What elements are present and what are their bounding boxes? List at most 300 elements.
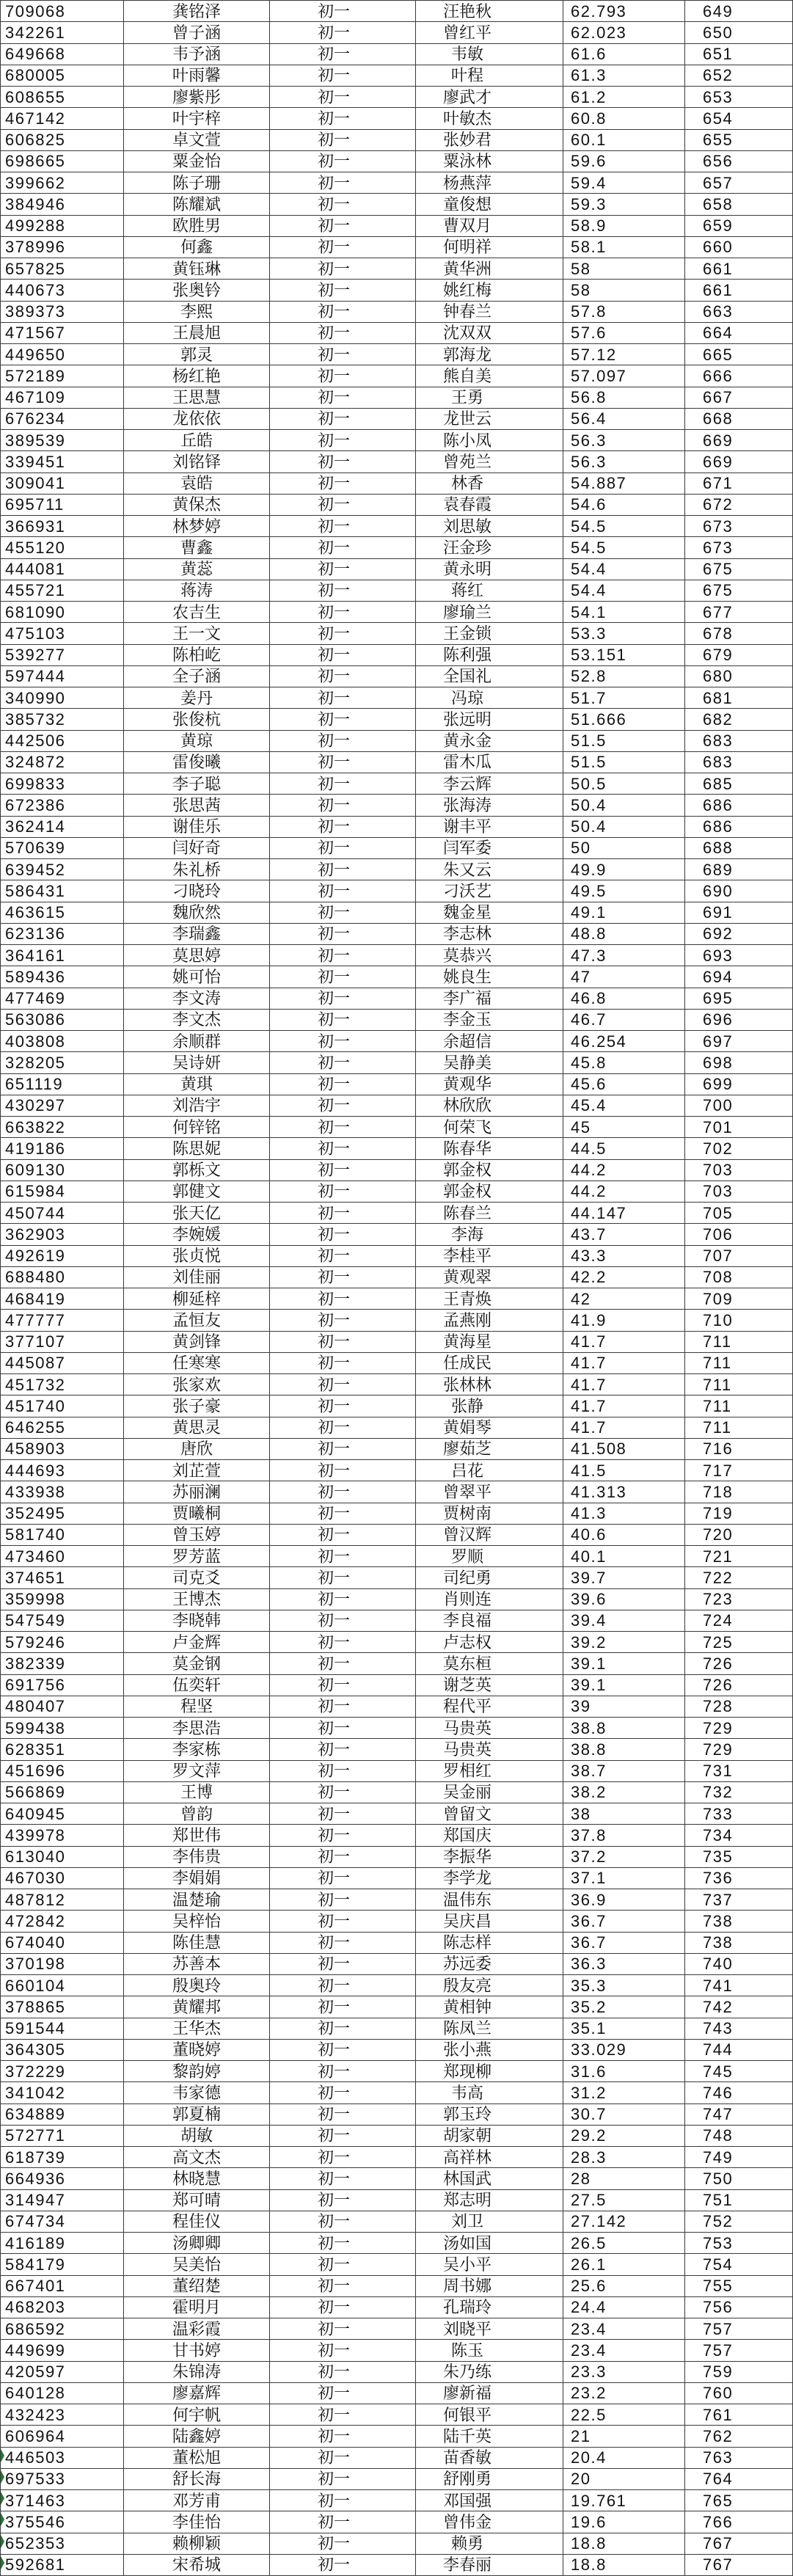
- student-id-cell-text: 699833: [5, 774, 66, 793]
- student-id-cell: [1, 2468, 124, 2489]
- score-cell-text: 41.7: [571, 1375, 607, 1394]
- student-name-cell-text: 廖紫彤: [172, 87, 221, 106]
- student-name-cell: [124, 795, 270, 816]
- student-id-cell-text: 581740: [5, 1525, 66, 1544]
- student-name-cell-text: 袁皓: [180, 474, 213, 493]
- score-cell-text: 59.6: [571, 152, 607, 171]
- score-cell-text: 54.5: [571, 538, 607, 557]
- grade-cell-text: 初一: [317, 1847, 350, 1867]
- grade-cell-text: 初一: [317, 1161, 350, 1180]
- guardian-name-cell-text: 曾汉辉: [442, 1525, 491, 1544]
- guardian-name-cell: [416, 1846, 563, 1867]
- student-id-cell: [1, 2189, 124, 2211]
- rank-cell-text: 757: [703, 2319, 734, 2338]
- rank-cell-text: 738: [703, 1933, 734, 1952]
- table-row: [1, 2082, 793, 2104]
- rank-cell-text: 735: [703, 1847, 734, 1867]
- student-name-cell: [124, 472, 270, 494]
- student-name-cell: [124, 1352, 270, 1373]
- score-cell-text: 20: [571, 2470, 591, 2489]
- guardian-name-cell: [416, 494, 563, 515]
- student-name-cell: [124, 280, 270, 301]
- student-name-cell-text: 赖柳颖: [172, 2534, 221, 2553]
- guardian-name-cell-text: 罗相红: [442, 1762, 491, 1781]
- guardian-name-cell: [416, 1889, 563, 1911]
- guardian-name-cell: [416, 2318, 563, 2340]
- rank-cell-text: 701: [703, 1117, 734, 1136]
- guardian-name-cell-text: 何银平: [442, 2405, 491, 2424]
- grade-cell-text: 初一: [317, 2126, 350, 2145]
- table-row: [1, 1588, 793, 1610]
- guardian-name-cell: [416, 2147, 563, 2168]
- student-name-cell: [124, 837, 270, 858]
- score-cell-text: 20.4: [571, 2448, 607, 2467]
- guardian-name-cell: [416, 902, 563, 923]
- grade-cell: [270, 1588, 416, 1610]
- grade-cell: [270, 1438, 416, 1459]
- student-name-cell: [124, 2296, 270, 2318]
- table-row: [1, 1073, 793, 1095]
- student-id-cell: [1, 1588, 124, 1610]
- student-id-cell-text: 473460: [5, 1547, 66, 1566]
- student-id-cell: [1, 2147, 124, 2168]
- grade-cell: [270, 1073, 416, 1095]
- guardian-name-cell: [416, 301, 563, 322]
- student-name-cell-text: 李思浩: [172, 1718, 221, 1737]
- grade-cell: [270, 430, 416, 451]
- student-id-cell: [1, 365, 124, 387]
- grade-cell: [270, 1996, 416, 2018]
- score-cell-text: 59.3: [571, 194, 607, 214]
- student-id-cell-text: 606825: [5, 131, 66, 150]
- grade-cell-text: 初一: [317, 1482, 350, 1501]
- score-cell: [563, 966, 685, 988]
- rank-cell: [685, 1718, 793, 1739]
- rank-cell: [685, 87, 793, 108]
- guardian-name-cell: [416, 194, 563, 215]
- grade-cell-text: 初一: [317, 624, 350, 643]
- rank-cell: [685, 172, 793, 194]
- guardian-name-cell-text: 吕花: [450, 1461, 483, 1480]
- score-cell-text: 37.8: [571, 1825, 607, 1845]
- rank-cell: [685, 2447, 793, 2468]
- table-row: [1, 923, 793, 944]
- guardian-name-cell-text: 林欣欣: [442, 1096, 491, 1115]
- guardian-name-cell: [416, 1803, 563, 1825]
- student-name-cell-text: 孟恒友: [172, 1310, 221, 1329]
- student-name-cell-text: 李文涛: [172, 989, 221, 1008]
- student-name-cell: [124, 408, 270, 429]
- rank-cell-text: 745: [703, 2062, 734, 2081]
- guardian-name-cell: [416, 1825, 563, 1846]
- score-cell: [563, 1417, 685, 1438]
- rank-cell-text: 709: [703, 1289, 734, 1308]
- student-name-cell-text: 郑可晴: [172, 2191, 221, 2210]
- guardian-name-cell-text: 钟春兰: [442, 302, 491, 321]
- guardian-name-cell-text: 陈小凤: [442, 431, 491, 450]
- student-id-cell: [1, 1224, 124, 1245]
- table-row: [1, 1224, 793, 1245]
- student-name-cell: [124, 2233, 270, 2254]
- student-id-cell: [1, 87, 124, 108]
- guardian-name-cell-text: 姚良生: [442, 967, 491, 986]
- student-name-cell: [124, 1567, 270, 1588]
- score-cell-text: 42: [571, 1289, 591, 1308]
- student-id-cell: [1, 1245, 124, 1266]
- rank-cell: [685, 301, 793, 322]
- student-id-cell: [1, 1095, 124, 1116]
- student-name-cell: [124, 1374, 270, 1395]
- guardian-name-cell-text: 苗香敏: [442, 2448, 491, 2467]
- rank-cell-text: 729: [703, 1740, 734, 1759]
- table-row: [1, 2168, 793, 2189]
- student-id-cell-text: 446503: [5, 2448, 66, 2467]
- guardian-name-cell-text: 叶程: [450, 66, 483, 85]
- score-cell-text: 54.6: [571, 495, 607, 514]
- grade-cell-text: 初一: [317, 2298, 350, 2317]
- student-id-cell-text: 674040: [5, 1933, 66, 1952]
- table-row: [1, 1438, 793, 1459]
- student-id-cell: [1, 2533, 124, 2554]
- guardian-name-cell-text: 张静: [450, 1396, 483, 1415]
- rank-cell-text: 721: [703, 1547, 734, 1566]
- table-row: [1, 344, 793, 365]
- student-name-cell-text: 韦予涵: [172, 45, 221, 64]
- grade-cell: [270, 988, 416, 1009]
- table-row: [1, 408, 793, 429]
- student-name-cell-text: 唐欣: [180, 1440, 213, 1459]
- score-cell: [563, 1181, 685, 1202]
- student-name-cell: [124, 194, 270, 215]
- student-id-cell-text: 606964: [5, 2426, 66, 2445]
- rank-cell: [685, 2018, 793, 2039]
- student-id-cell-text: 664936: [5, 2169, 66, 2188]
- student-id-cell-text: 433938: [5, 1482, 66, 1501]
- rank-cell: [685, 602, 793, 623]
- guardian-name-cell: [416, 2296, 563, 2318]
- student-id-cell: [1, 22, 124, 43]
- grade-cell: [270, 1460, 416, 1481]
- student-name-cell-text: 贾曦桐: [172, 1504, 221, 1523]
- student-id-cell: [1, 1310, 124, 1331]
- grade-cell: [270, 1288, 416, 1310]
- score-cell: [563, 2318, 685, 2340]
- rank-cell: [685, 1352, 793, 1373]
- table-row: [1, 2340, 793, 2361]
- student-id-cell: [1, 1374, 124, 1395]
- student-id-cell-text: 374651: [5, 1568, 66, 1587]
- score-cell: [563, 451, 685, 472]
- student-name-cell: [124, 902, 270, 923]
- student-name-cell: [124, 215, 270, 236]
- student-id-cell: [1, 1159, 124, 1181]
- grade-cell-text: 初一: [317, 238, 350, 257]
- score-cell-text: 33.029: [571, 2040, 627, 2059]
- score-cell-text: 51.5: [571, 731, 607, 751]
- rank-cell-text: 694: [703, 967, 734, 986]
- table-row: [1, 1932, 793, 1953]
- student-id-cell: [1, 280, 124, 301]
- guardian-name-cell-text: 高祥林: [442, 2148, 491, 2167]
- guardian-name-cell: [416, 2511, 563, 2533]
- student-name-cell-text: 温彩霞: [172, 2319, 221, 2338]
- grade-cell: [270, 65, 416, 86]
- score-cell-text: 41.508: [571, 1440, 627, 1459]
- rank-cell: [685, 2082, 793, 2104]
- guardian-name-cell-text: 黄海星: [442, 1332, 491, 1351]
- score-cell: [563, 2275, 685, 2296]
- score-cell: [563, 1460, 685, 1481]
- grade-cell: [270, 2533, 416, 2554]
- rank-cell: [685, 795, 793, 816]
- rank-cell-text: 663: [703, 302, 734, 321]
- score-cell: [563, 751, 685, 773]
- student-name-cell-text: 刁晓玲: [172, 881, 221, 900]
- student-name-cell: [124, 1781, 270, 1803]
- student-name-cell: [124, 1224, 270, 1245]
- rank-cell: [685, 22, 793, 43]
- guardian-name-cell: [416, 472, 563, 494]
- table-row: [1, 2233, 793, 2254]
- grade-cell: [270, 387, 416, 408]
- rank-cell-text: 669: [703, 452, 734, 471]
- guardian-name-cell-text: 郭金权: [442, 1182, 491, 1201]
- rank-cell: [685, 623, 793, 644]
- grade-cell: [270, 1266, 416, 1288]
- student-name-cell: [124, 2254, 270, 2275]
- score-cell: [563, 387, 685, 408]
- table-row: [1, 644, 793, 665]
- table-row: [1, 1825, 793, 1846]
- grade-cell-text: 初一: [317, 2105, 350, 2124]
- student-id-cell: [1, 1138, 124, 1159]
- student-name-cell-text: 朱礼桥: [172, 860, 221, 879]
- student-id-cell-text: 372229: [5, 2062, 66, 2081]
- rank-cell-text: 673: [703, 538, 734, 557]
- grade-cell: [270, 2018, 416, 2039]
- table-row: [1, 1524, 793, 1545]
- grade-cell-text: 初一: [317, 2233, 350, 2252]
- student-name-cell: [124, 2125, 270, 2146]
- guardian-name-cell: [416, 1718, 563, 1739]
- rank-cell: [685, 322, 793, 343]
- student-id-cell-text: 618739: [5, 2148, 66, 2167]
- grade-cell-text: 初一: [317, 2040, 350, 2059]
- student-name-cell-text: 黎韵婷: [172, 2062, 221, 2081]
- guardian-name-cell-text: 熊自美: [442, 366, 491, 385]
- student-id-cell: [1, 387, 124, 408]
- guardian-name-cell: [416, 2018, 563, 2039]
- guardian-name-cell-text: 杨燕萍: [442, 173, 491, 192]
- grade-cell-text: 初一: [317, 109, 350, 128]
- score-cell: [563, 516, 685, 537]
- score-cell-text: 41.7: [571, 1418, 607, 1437]
- student-id-cell-text: 698665: [5, 152, 66, 171]
- student-id-cell: [1, 2554, 124, 2575]
- student-name-cell: [124, 687, 270, 709]
- table-row: [1, 2318, 793, 2340]
- guardian-name-cell: [416, 1310, 563, 1331]
- table-row: [1, 1567, 793, 1588]
- score-cell-text: 46.8: [571, 989, 607, 1008]
- rank-cell-text: 665: [703, 345, 734, 364]
- grade-cell-text: 初一: [317, 2148, 350, 2167]
- guardian-name-cell-text: 马贵英: [442, 1718, 491, 1737]
- grade-cell-text: 初一: [317, 87, 350, 106]
- grade-cell: [270, 2296, 416, 2318]
- student-id-cell: [1, 2104, 124, 2125]
- student-name-cell: [124, 923, 270, 944]
- student-name-cell: [124, 1718, 270, 1739]
- rank-cell-text: 748: [703, 2126, 734, 2145]
- student-id-cell: [1, 2318, 124, 2340]
- rank-cell: [685, 2211, 793, 2232]
- grade-cell: [270, 2168, 416, 2189]
- rank-cell-text: 652: [703, 66, 734, 85]
- rank-cell-text: 686: [703, 817, 734, 836]
- guardian-name-cell: [416, 644, 563, 665]
- student-name-cell: [124, 945, 270, 966]
- score-cell-text: 26.1: [571, 2255, 607, 2274]
- student-name-cell-text: 伍奕轩: [172, 1676, 221, 1695]
- student-name-cell: [124, 1503, 270, 1524]
- grade-cell: [270, 408, 416, 429]
- grade-cell-text: 初一: [317, 431, 350, 450]
- grade-cell: [270, 1417, 416, 1438]
- score-cell-text: 41.7: [571, 1332, 607, 1351]
- student-name-cell: [124, 387, 270, 408]
- student-name-cell-text: 龚铭泽: [172, 1, 221, 21]
- grade-cell: [270, 1009, 416, 1030]
- student-id-cell-text: 634889: [5, 2105, 66, 2124]
- student-name-cell-text: 郭栎文: [172, 1161, 221, 1180]
- grade-cell: [270, 1696, 416, 1717]
- rank-cell-text: 697: [703, 1032, 734, 1051]
- grade-cell-text: 初一: [317, 2384, 350, 2403]
- student-id-cell: [1, 2511, 124, 2533]
- table-row: [1, 1781, 793, 1803]
- student-id-cell-text: 589436: [5, 967, 66, 986]
- student-id-cell-text: 691756: [5, 1676, 66, 1695]
- score-cell: [563, 1867, 685, 1889]
- guardian-name-cell: [416, 623, 563, 644]
- guardian-name-cell-text: 谢丰平: [442, 817, 491, 836]
- student-name-cell-text: 魏欣然: [172, 903, 221, 922]
- rank-cell: [685, 194, 793, 215]
- guardian-name-cell-text: 汪金珍: [442, 538, 491, 557]
- grade-cell-text: 初一: [317, 2255, 350, 2274]
- table-row: [1, 623, 793, 644]
- guardian-name-cell-text: 张海涛: [442, 795, 491, 814]
- student-name-cell: [124, 87, 270, 108]
- guardian-name-cell-text: 刘思敏: [442, 517, 491, 536]
- rank-cell-text: 750: [703, 2169, 734, 2188]
- grade-cell: [270, 322, 416, 343]
- grade-cell-text: 初一: [317, 2062, 350, 2081]
- score-cell: [563, 1503, 685, 1524]
- guardian-name-cell: [416, 1266, 563, 1288]
- guardian-name-cell: [416, 1546, 563, 1567]
- grade-cell: [270, 2426, 416, 2447]
- guardian-name-cell-text: 张妙君: [442, 131, 491, 150]
- guardian-name-cell: [416, 1674, 563, 1696]
- guardian-name-cell: [416, 1117, 563, 1138]
- score-cell: [563, 365, 685, 387]
- score-cell: [563, 1739, 685, 1760]
- rank-cell: [685, 1073, 793, 1095]
- score-cell: [563, 2104, 685, 2125]
- student-name-cell: [124, 2468, 270, 2489]
- rank-cell-text: 706: [703, 1225, 734, 1244]
- table-row: [1, 2468, 793, 2489]
- student-name-cell: [124, 1481, 270, 1503]
- score-cell: [563, 1224, 685, 1245]
- guardian-name-cell-text: 曾红平: [442, 23, 491, 42]
- grade-cell: [270, 2511, 416, 2533]
- rank-cell-text: 744: [703, 2040, 734, 2059]
- student-id-cell-text: 450744: [5, 1203, 66, 1222]
- grade-cell: [270, 1632, 416, 1653]
- score-cell-text: 62.793: [571, 1, 627, 21]
- student-id-cell: [1, 2061, 124, 2082]
- table-row: [1, 1031, 793, 1052]
- rank-cell-text: 726: [703, 1654, 734, 1673]
- grade-cell-text: 初一: [317, 2470, 350, 2489]
- score-cell: [563, 859, 685, 880]
- rank-cell-text: 660: [703, 238, 734, 257]
- student-name-cell: [124, 2189, 270, 2211]
- student-name-cell-text: 陈思妮: [172, 1139, 221, 1158]
- score-cell: [563, 558, 685, 580]
- grade-cell-text: 初一: [317, 1890, 350, 1909]
- student-id-cell-text: 584179: [5, 2255, 66, 2274]
- student-name-cell: [124, 1438, 270, 1459]
- grade-cell: [270, 215, 416, 236]
- rank-cell-text: 703: [703, 1161, 734, 1180]
- student-name-cell-text: 李晓韩: [172, 1611, 221, 1630]
- guardian-name-cell: [416, 966, 563, 988]
- student-id-cell-text: 420597: [5, 2362, 66, 2382]
- rank-cell: [685, 880, 793, 902]
- grade-cell: [270, 580, 416, 601]
- grade-cell: [270, 795, 416, 816]
- rank-cell-text: 688: [703, 839, 734, 858]
- student-id-cell: [1, 558, 124, 580]
- guardian-name-cell: [416, 880, 563, 902]
- score-cell: [563, 2125, 685, 2146]
- student-id-cell: [1, 837, 124, 858]
- grade-cell: [270, 2082, 416, 2104]
- student-name-cell: [124, 43, 270, 65]
- score-cell-text: 39.1: [571, 1676, 607, 1695]
- student-id-cell: [1, 322, 124, 343]
- grade-cell-text: 初一: [317, 1933, 350, 1952]
- grade-cell-text: 初一: [317, 1697, 350, 1716]
- student-id-cell: [1, 816, 124, 837]
- table-row: [1, 1739, 793, 1760]
- score-cell: [563, 1953, 685, 1974]
- rank-cell-text: 673: [703, 517, 734, 536]
- student-id-cell: [1, 1718, 124, 1739]
- score-cell-text: 23.2: [571, 2384, 607, 2403]
- rank-cell-text: 669: [703, 431, 734, 450]
- student-id-cell-text: 444081: [5, 560, 66, 579]
- guardian-name-cell: [416, 2211, 563, 2232]
- guardian-name-cell-text: 吴庆昌: [442, 1911, 491, 1930]
- student-name-cell-text: 雷俊曦: [172, 753, 221, 772]
- rank-cell: [685, 1438, 793, 1459]
- rank-cell: [685, 1567, 793, 1588]
